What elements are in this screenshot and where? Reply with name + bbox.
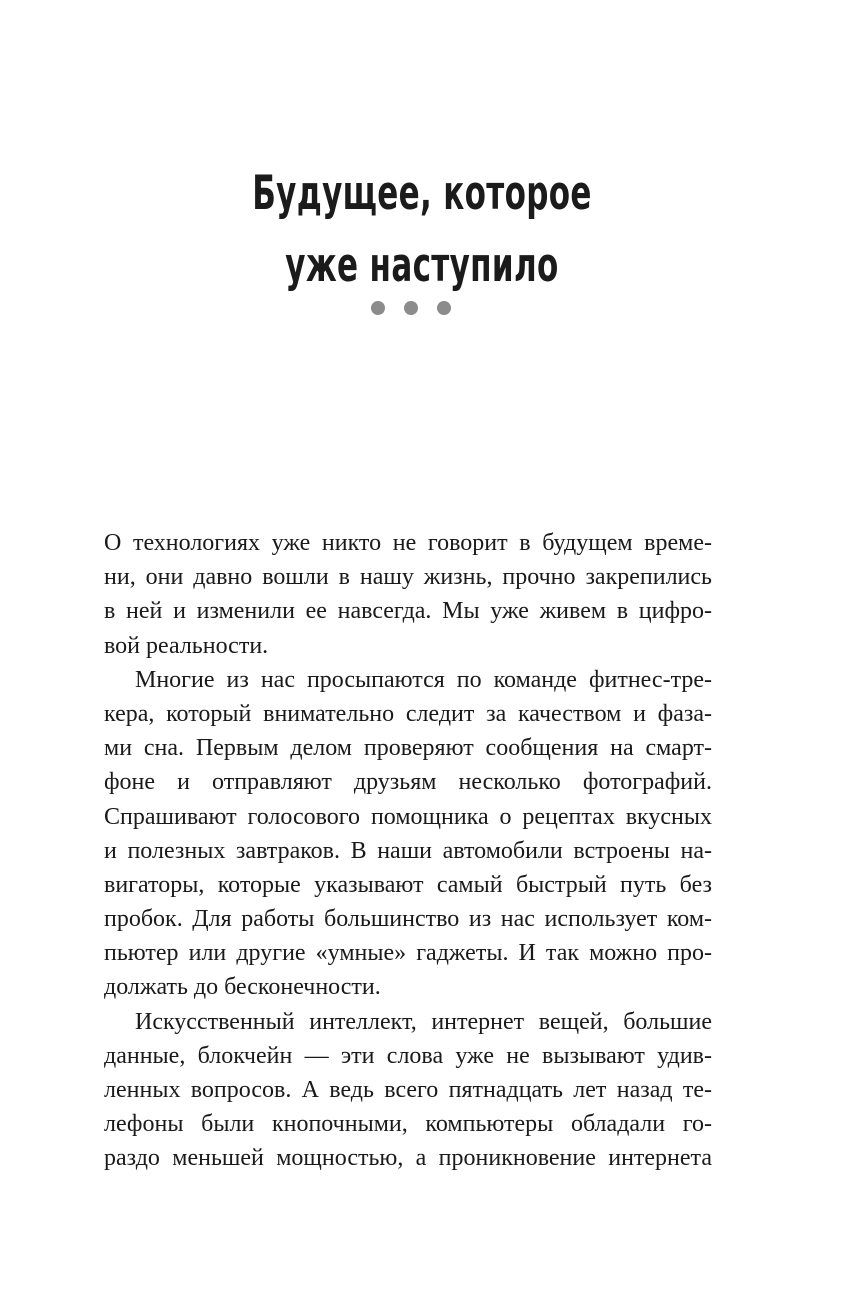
text-line: ми сна. Первым делом проверяют сообщения на смарт- (104, 735, 712, 762)
text-line: ленных вопросов. А ведь всего пятнадцать лет назад те- (104, 1077, 712, 1103)
body-text (104, 526, 712, 1176)
text-line: фоне и отправляют друзьям несколько фотографий. (104, 769, 712, 796)
text-line: раздо меньшей мощностью, а проникновение интернета (104, 1145, 712, 1172)
paragraph-1 (104, 526, 712, 663)
chapter-title (209, 158, 634, 302)
text-line: вой реальности. (104, 632, 269, 659)
text-line: Спрашивают голосового помощника о рецептах вкусных (104, 803, 712, 830)
ornament-dot-icon (371, 301, 385, 315)
paragraph-3 (104, 1005, 712, 1176)
chapter-title-line-1: Будущее, которое (252, 166, 592, 221)
ornament-dot-icon (437, 301, 451, 315)
text-line: Искусственный интеллект, интернет вещей, большие (135, 1008, 712, 1035)
ornament-dots (371, 301, 451, 315)
text-line: лефоны были кнопочными, компьютеры обладали го- (104, 1111, 712, 1138)
text-line: Многие из нас просыпаются по команде фитнес-тре- (135, 666, 712, 693)
text-line: кера, который внимательно следит за качеством и фаза- (104, 700, 712, 727)
text-line: и полезных завтраков. В наши автомобили встроены на- (104, 837, 712, 864)
ornament-dot-icon (404, 301, 418, 315)
text-line: данные, блокчейн — эти слова уже не вызывают удив- (104, 1042, 712, 1069)
text-line: ни, они давно вошли в нашу жизнь, прочно закрепились (104, 564, 712, 591)
text-line: должать до бесконечности. (104, 974, 381, 1001)
text-line: О технологиях уже никто не говорит в будущем време- (104, 530, 712, 556)
text-line: вигаторы, которые указывают самый быстрый путь без (104, 871, 712, 898)
chapter-title-line-2: уже наступило (285, 238, 559, 293)
text-line: пьютер или другие «умные» гаджеты. И так можно про- (104, 940, 712, 967)
text-line: в ней и изменили ее навсегда. Мы уже живем в цифро- (104, 598, 712, 625)
text-line: пробок. Для работы большинство из нас использует ком- (104, 906, 712, 933)
paragraph-2 (104, 663, 712, 1005)
